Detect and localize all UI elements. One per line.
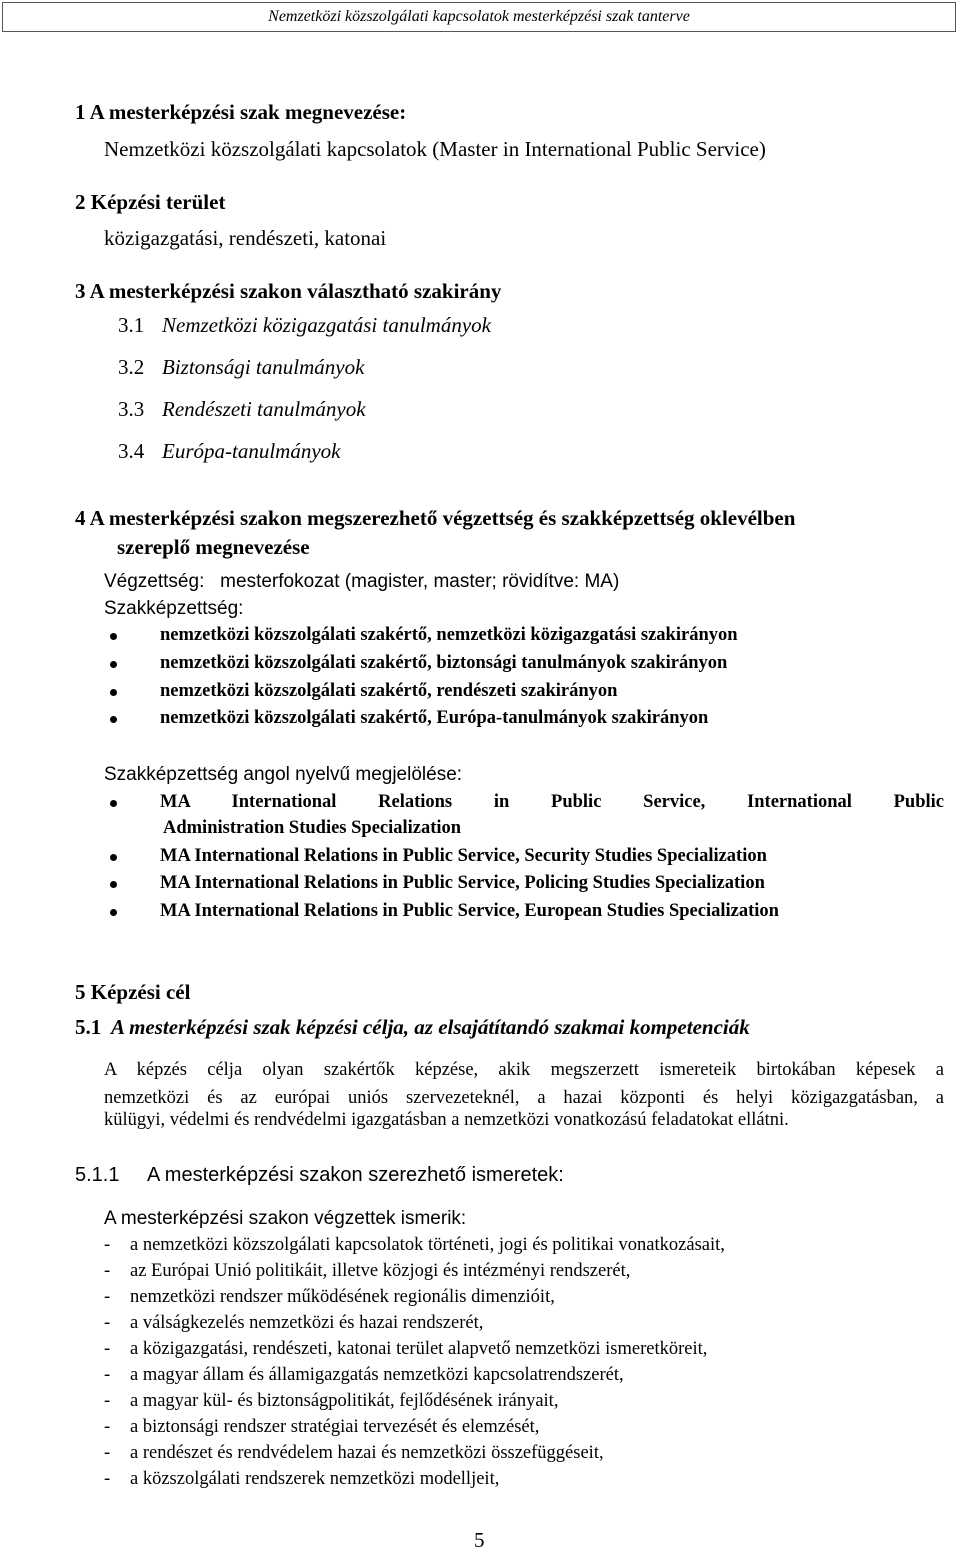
specialization-3-2-number: 3.2: [118, 355, 145, 379]
dash-marker: -: [104, 1261, 111, 1281]
hu-qualification-item: nemzetközi közszolgálati szakértő, nemzetközi közigazgatási szakirányon: [160, 625, 738, 645]
knowledge-list-item: - a válságkezelés nemzetközi és hazai rendszerét,: [104, 1313, 484, 1333]
section-5-1-number: 5.1: [75, 1015, 102, 1039]
page-number: 5: [474, 1528, 485, 1552]
specialization-3-2-label: Biztonsági tanulmányok: [162, 355, 365, 379]
section-3-title: 3 A mesterképzési szakon választható szakirány: [75, 279, 502, 303]
bullet-icon: [110, 689, 117, 696]
bullet-icon: [110, 909, 117, 916]
bullet-icon: [110, 800, 117, 807]
specialization-3-4-label: Európa-tanulmányok: [162, 439, 341, 463]
knowledge-list-item: - a biztonsági rendszer stratégiai tervezését és elemzését,: [104, 1417, 540, 1437]
en-qualification-item: MA International Relations in Public Service, Security Studies Specialization: [160, 846, 767, 866]
goal-paragraph-line: nemzetközi és az európai uniós szervezeteknél, a hazai központi és helyi közigazgatásban, a: [104, 1088, 944, 1108]
section-5-1-1-title: A mesterképzési szakon szerezhető ismeretek:: [147, 1164, 564, 1186]
knowledge-list-item: - a közigazgatási, rendészeti, katonai terület alapvető nemzetközi ismeretköreit,: [104, 1339, 708, 1359]
szakkepzettseg-label: Szakképzettség:: [104, 598, 244, 619]
dash-marker: -: [104, 1443, 111, 1463]
dash-marker: -: [104, 1391, 111, 1411]
vegzettseg-line: Végzettség: mesterfokozat (magister, master; rövidítve: MA): [104, 571, 620, 592]
section-1-text: Nemzetközi közszolgálati kapcsolatok (Master in International Public Service): [104, 137, 766, 161]
section-2-text: közigazgatási, rendészeti, katonai: [104, 226, 387, 250]
hu-qualification-item: nemzetközi közszolgálati szakértő, biztonsági tanulmányok szakirányon: [160, 653, 728, 673]
dash-marker: -: [104, 1469, 111, 1489]
page-header: Nemzetközi közszolgálati kapcsolatok mesterképzési szak tanterve: [2, 2, 956, 32]
goal-paragraph-last-line: külügyi, védelmi és rendvédelmi igazgatásban a nemzetközi vonatkozású feladatokat ellátni.: [104, 1110, 789, 1130]
specialization-3-1-number: 3.1: [118, 313, 145, 337]
specialization-3-3-label: Rendészeti tanulmányok: [162, 397, 366, 421]
dash-marker: -: [104, 1287, 111, 1307]
specialization-3-3-number: 3.3: [118, 397, 145, 421]
section-4-title-line2: szereplő megnevezése: [117, 535, 310, 559]
en-qualification-item-1-line1: MA International Relations in Public Service, International Public: [160, 792, 944, 812]
en-qualification-item: MA International Relations in Public Service, European Studies Specialization: [160, 901, 779, 921]
section-5-1-title: A mesterképzési szak képzési célja, az elsajátítandó szakmai kompetenciák: [111, 1015, 750, 1039]
hu-qualification-item: nemzetközi közszolgálati szakértő, rendészeti szakirányon: [160, 681, 618, 701]
knowledge-list-item: - a magyar állam és államigazgatás nemzetközi kapcsolatrendszerét,: [104, 1365, 624, 1385]
knowledge-list-item: - a nemzetközi közszolgálati kapcsolatok történeti, jogi és politikai vonatkozásait,: [104, 1235, 725, 1255]
goal-paragraph-line: A képzés célja olyan szakértők képzése, akik megszerzett ismereteik birtokában képesek a: [104, 1060, 944, 1080]
dash-marker: -: [104, 1339, 111, 1359]
dash-marker: -: [104, 1417, 111, 1437]
specialization-3-4-number: 3.4: [118, 439, 145, 463]
knowledge-list-item: - a rendészet és rendvédelem hazai és nemzetközi összefüggéseit,: [104, 1443, 604, 1463]
section-4-title-line1: 4 A mesterképzési szakon megszerezhető végzettség és szakképzettség oklevélben: [75, 506, 796, 530]
specialization-3-1-label: Nemzetközi közigazgatási tanulmányok: [162, 313, 491, 337]
section-5-title: 5 Képzési cél: [75, 980, 191, 1004]
bullet-icon: [110, 716, 117, 723]
en-qualification-item: MA International Relations in Public Service, Policing Studies Specialization: [160, 873, 765, 893]
bullet-icon: [110, 633, 117, 640]
dash-marker: -: [104, 1313, 111, 1333]
en-qualification-item-1-line2: Administration Studies Specialization: [163, 818, 462, 838]
dash-marker: -: [104, 1365, 111, 1385]
hu-qualification-item: nemzetközi közszolgálati szakértő, Európa-tanulmányok szakirányon: [160, 708, 709, 728]
knowledge-list-item: - a magyar kül- és biztonságpolitikát, fejlődésének irányait,: [104, 1391, 559, 1411]
bullet-icon: [110, 661, 117, 668]
knowledge-list-intro: A mesterképzési szakon végzettek ismerik:: [104, 1208, 467, 1229]
section-2-title: 2 Képzési terület: [75, 190, 226, 214]
bullet-icon: [110, 854, 117, 861]
section-5-1-1-number: 5.1.1: [75, 1164, 120, 1186]
knowledge-list-item: - nemzetközi rendszer működésének regionális dimenzióit,: [104, 1287, 555, 1307]
knowledge-list-item: - az Európai Unió politikáit, illetve közjogi és intézményi rendszerét,: [104, 1261, 631, 1281]
english-qualification-label: Szakképzettség angol nyelvű megjelölése:: [104, 764, 463, 785]
section-1-title: 1 A mesterképzési szak megnevezése:: [75, 100, 407, 124]
bullet-icon: [110, 881, 117, 888]
dash-marker: -: [104, 1235, 111, 1255]
knowledge-list-item: - a közszolgálati rendszerek nemzetközi modelljeit,: [104, 1469, 500, 1489]
